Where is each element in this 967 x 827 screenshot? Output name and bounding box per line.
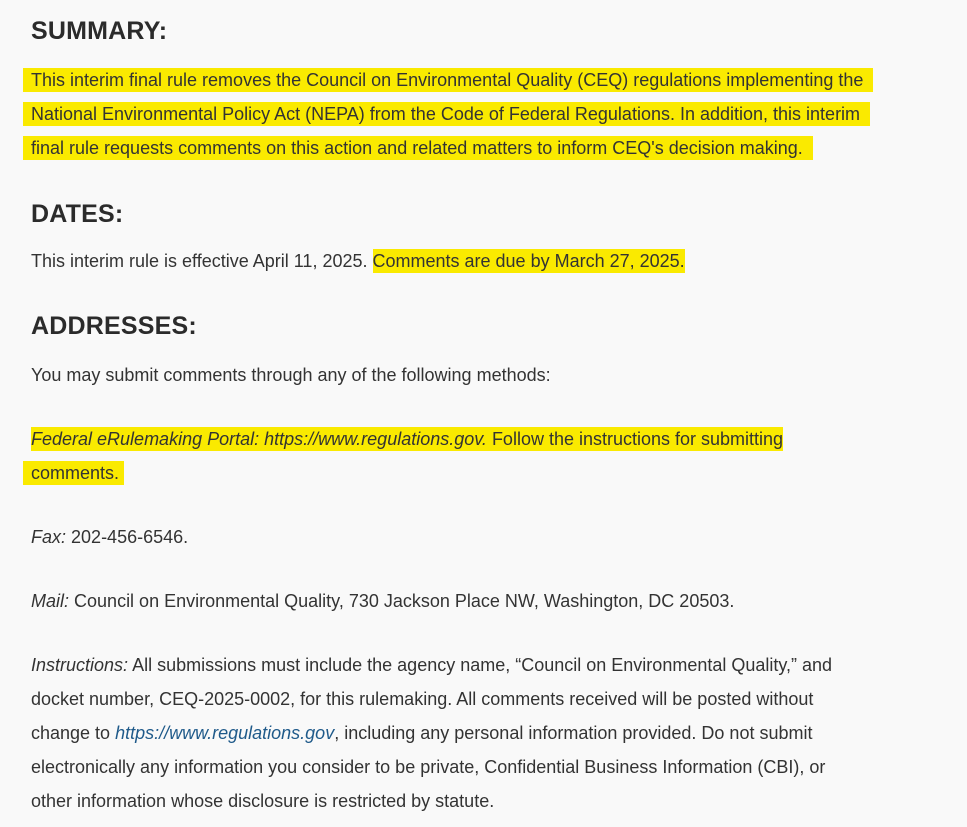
summary-heading: SUMMARY:: [31, 17, 168, 45]
regulations-gov-link[interactable]: https://www.regulations.gov: [115, 723, 335, 743]
fax-value: 202-456-6546.: [71, 527, 189, 547]
dates-paragraph: [31, 244, 685, 278]
instructions-line-4: electronically any information you consider to be private, Confidential Business Information (CBI), or: [31, 757, 826, 777]
instructions-line-3: [31, 716, 812, 750]
mail-value: Council on Environmental Quality, 730 Jackson Place NW, Washington, DC 20503.: [74, 591, 735, 611]
instructions-line-5: other information whose disclosure is restricted by statute.: [31, 791, 495, 811]
instructions-text-3a: change to: [31, 723, 116, 743]
portal-url-link[interactable]: https://www.regulations.gov.: [264, 429, 487, 449]
instructions-line-1: [31, 648, 832, 682]
mail-label: Mail:: [31, 591, 70, 611]
fax-paragraph: [31, 520, 188, 554]
summary-line-1: [31, 63, 863, 97]
portal-label: Federal eRulemaking Portal:: [31, 429, 260, 449]
dates-comments-due-text: Comments are due by March 27, 2025.: [372, 251, 685, 271]
summary-line-2: [31, 97, 860, 131]
fax-label: Fax:: [31, 527, 67, 547]
dates-effective-text: This interim rule is effective April 11, 2025.: [31, 251, 373, 271]
summary-line-3: [31, 131, 803, 165]
summary-text-3: final rule requests comments on this action and related matters to inform CEQ's decision making.: [31, 138, 803, 158]
addresses-intro: You may submit comments through any of the following methods:: [31, 365, 551, 385]
portal-text-1: Follow the instructions for submitting: [491, 429, 784, 449]
mail-paragraph: [31, 584, 734, 618]
instructions-text-3b: , including any personal information provided. Do not submit: [334, 723, 813, 743]
instructions-text-1: All submissions must include the agency name, “Council on Environmental Quality,” and: [132, 655, 833, 675]
addresses-heading: ADDRESSES:: [31, 312, 197, 340]
summary-text-1: This interim final rule removes the Council on Environmental Quality (CEQ) regulations implementing the: [31, 70, 864, 90]
summary-text-2: National Environmental Policy Act (NEPA) from the Code of Federal Regulations. In addition, this interim: [31, 104, 861, 124]
portal-line-2: [31, 456, 119, 490]
portal-line-1: [31, 422, 783, 456]
portal-end: .: [114, 463, 120, 483]
instructions-label: Instructions:: [31, 655, 129, 675]
portal-text-2: comments: [31, 463, 115, 483]
instructions-line-2: docket number, CEQ-2025-0002, for this rulemaking. All comments received will be posted without: [31, 689, 814, 709]
dates-heading: DATES:: [31, 200, 124, 228]
